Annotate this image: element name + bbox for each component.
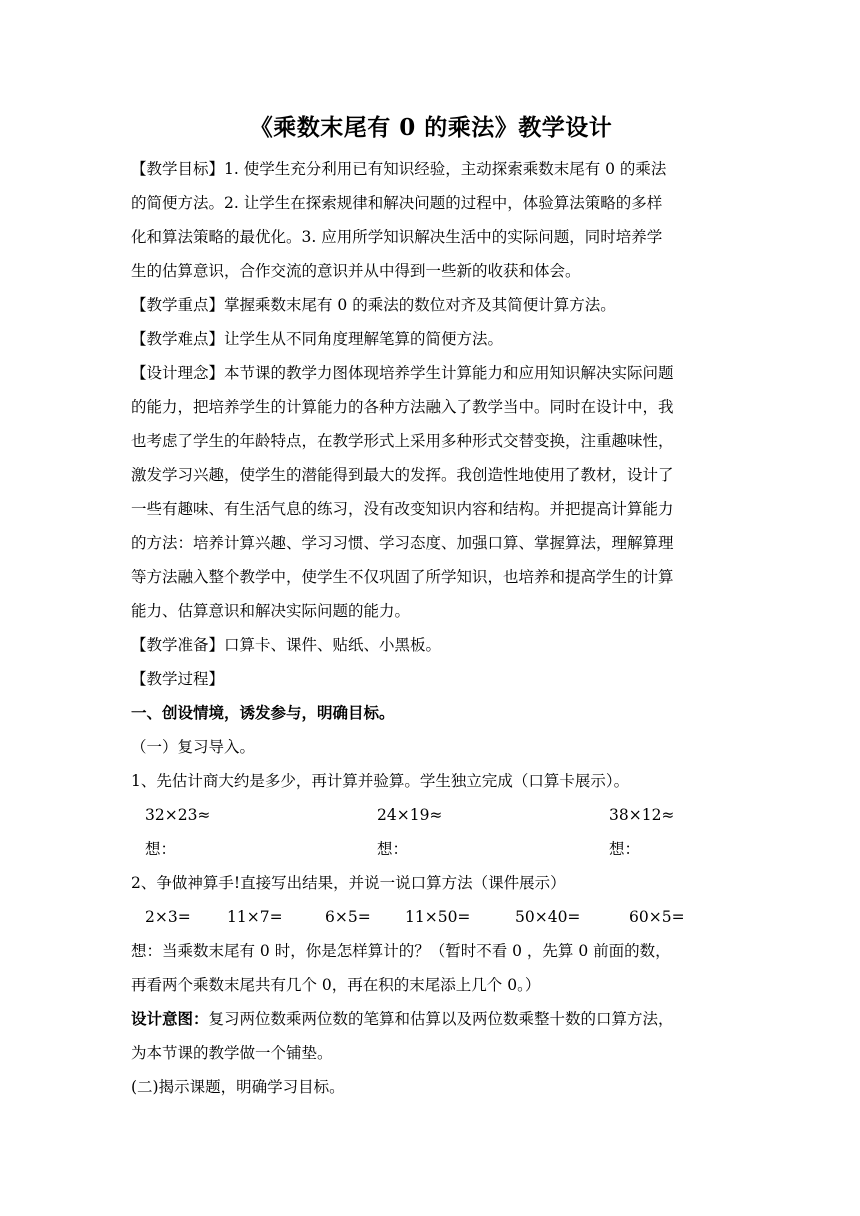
oral-expr: 6×5= <box>325 908 371 926</box>
preparation: 【教学准备】口算卡、课件、贴纸、小黑板。 <box>131 636 442 654</box>
sub1-heading: （一）复习导入。 <box>131 738 256 756</box>
design-intent <box>131 1002 731 1070</box>
think-label: 想： <box>145 840 177 858</box>
estimate-expr: 32×23≈ <box>145 806 211 824</box>
concept-line: 等方法融入整个教学中，使学生不仅巩固了所学知识，也培养和提高学生的计算 <box>131 568 674 586</box>
concept-line: 一些有趣味、有生活气息的练习，没有改变知识内容和结构。并把提高计算能力 <box>131 500 674 518</box>
concept-line: 激发学习兴趣，使学生的潜能得到最大的发挥。我创造性地使用了教材，设计了 <box>131 466 674 484</box>
think-note <box>131 934 731 1002</box>
oral-expr: 2×3= <box>145 908 191 926</box>
estimate-row <box>131 798 731 832</box>
difficulty: 【教学难点】让学生从不同角度理解笔算的简便方法。 <box>131 330 504 348</box>
think-label: 想： <box>609 840 641 858</box>
design-intent-label: 设计意图： <box>131 1009 209 1028</box>
design-intent-line: 为本节课的教学做一个铺垫。 <box>131 1044 333 1062</box>
item2: 2、争做神算手!直接写出结果，并说一说口算方法（课件展示） <box>131 874 566 892</box>
think-label: 想： <box>377 840 409 858</box>
think-note-line: 再看两个乘数末尾共有几个 0，再在积的末尾添上几个 0。） <box>131 976 541 994</box>
page-title: 《乘数末尾有 0 的乘法》教学设计 <box>249 114 613 141</box>
objectives-line: 生的估算意识，合作交流的意识并从中得到一些新的收获和体会。 <box>131 262 581 280</box>
objectives-line: 的简便方法。2. 让学生在探索规律和解决问题的过程中，体验算法策略的多样 <box>131 194 663 212</box>
objectives-line: 化和算法策略的最优化。3. 应用所学知识解决生活中的实际问题，同时培养学 <box>131 228 663 246</box>
concept-line: 能力、估算意识和解决实际问题的能力。 <box>131 602 411 620</box>
concept-paragraph <box>131 356 731 628</box>
oral-calc-row <box>131 900 731 934</box>
objectives-line: 【教学目标】1. 使学生充分利用已有知识经验，主动探索乘数末尾有 0 的乘法 <box>131 160 667 178</box>
concept-line: 【设计理念】本节课的教学力图体现培养学生计算能力和应用知识解决实际问题 <box>131 364 674 382</box>
design-intent-line <box>131 1002 731 1036</box>
concept-line: 的能力，把培养学生的计算能力的各种方法融入了教学当中。同时在设计中，我 <box>131 398 674 416</box>
concept-line: 的方法：培养计算兴趣、学习习惯、学习态度、加强口算、掌握算法，理解算理 <box>131 534 674 552</box>
process-heading: 【教学过程】 <box>131 670 225 688</box>
section1-heading: 一、创设情境，诱发参与，明确目标。 <box>131 703 395 722</box>
oral-expr: 11×50= <box>405 908 471 926</box>
key-point: 【教学重点】掌握乘数末尾有 0 的乘法的数位对齐及其简便计算方法。 <box>131 296 616 314</box>
design-intent-text: 复习两位数乘两位数的笔算和估算以及两位数乘整十数的口算方法， <box>208 1010 674 1028</box>
think-note-line: 想：当乘数末尾有 0 时，你是怎样算计的？（暂时不看 0 ，先算 0 前面的数， <box>131 942 671 960</box>
estimate-expr: 38×12≈ <box>609 806 675 824</box>
estimate-expr: 24×19≈ <box>377 806 443 824</box>
objectives-paragraph <box>131 152 731 288</box>
oral-expr: 60×5= <box>629 908 685 926</box>
concept-line: 也考虑了学生的年龄特点，在教学形式上采用多种形式交替变换，注重趣味性， <box>131 432 674 450</box>
document-page <box>131 108 731 1104</box>
oral-expr: 11×7= <box>227 908 283 926</box>
oral-expr: 50×40= <box>515 908 581 926</box>
think-row <box>131 832 731 866</box>
item1: 1、先估计商大约是多少，再计算并验算。学生独立完成（口算卡展示）。 <box>131 772 630 790</box>
sub2-heading: (二)揭示课题，明确学习目标。 <box>131 1078 345 1096</box>
